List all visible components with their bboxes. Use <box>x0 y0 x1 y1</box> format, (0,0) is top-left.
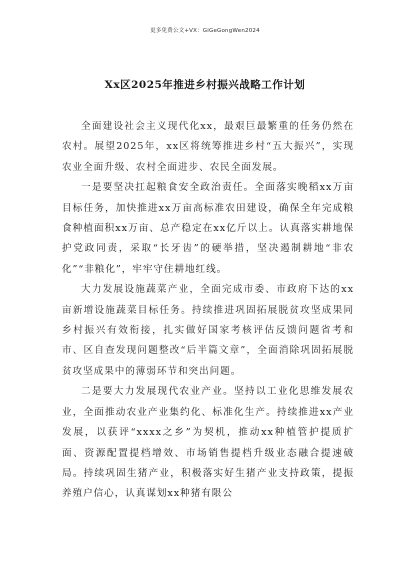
paragraph-grain-security: 一是要坚决扛起粮食安全政治责任。全面落实晚稻xx万亩目标任务，加快推进xx万亩高标准农田建设，确保全年完成粮食种植面积xx万亩、总产稳定在xx亿斤以上。认真落实耕地保护党政同责，采取“长牙齿”的硬举措，坚决遏制耕地“非农化”“非粮化”，牢牢守住耕地红线。 <box>62 182 354 275</box>
paragraph-intro: 全面建设社会主义现代化xx，最艰巨最繁重的任务仍然在农村。展望2025年，xx区将统筹推进乡村“五大振兴”，实现农业全面升级、农村全面进步、农民全面发展。 <box>62 121 354 173</box>
paragraph-modern-agriculture: 二是要大力发展现代农业产业。坚持以工业化思维发展农业，全面推动农业产业集约化、标准化生产。持续推进xx产业发展，以获评“xxxx之乡”为契机，推动xx种植管护提质扩面、资源配置提档增效、市场销售提档升级业态融合提速破局。持续巩固生猪产业，积极落实好生猪产业支持政策，提振养殖户信心，认真谋划xx种猪有限公 <box>62 386 354 500</box>
document-title: Xx区2025年推进乡村振兴战略工作计划 <box>104 79 306 91</box>
paragraph-vegetable-industry: 大力发展设施蔬菜产业，全面完成市委、市政府下达的xx亩新增设施蔬菜目标任务。持续推进巩固拓展脱贫攻坚成果同乡村振兴有效衔接，扎实做好国家考核评估反馈问题省考和市、区自查发现问题整改“后半篇文章”，全面消除巩固拓展脱贫攻坚成果中的薄弱环节和突出问题。 <box>62 284 354 377</box>
document-body <box>62 117 354 505</box>
header-note: 更多免费公文+VX：GiGeGongWen2024 <box>150 28 260 34</box>
